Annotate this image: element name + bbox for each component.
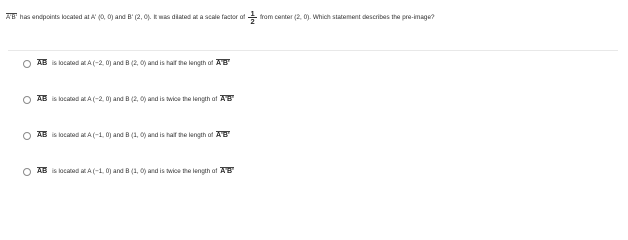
answer-option-3[interactable]	[8, 123, 618, 148]
scale-factor-fraction	[248, 10, 257, 25]
answer-option-2[interactable]	[8, 87, 618, 112]
segment-ab: AB	[37, 96, 48, 104]
answer-option-4[interactable]	[8, 159, 618, 184]
option-text	[37, 131, 230, 141]
question-text-part-1: has endpoints located at A' (0, 0) and B' (2, 0). It was dilated at a scale factor of	[20, 13, 246, 21]
option-statement: is located at A (−2, 0) and B (2, 0) and is half the length of	[52, 60, 214, 67]
segment-a-prime-b-prime: A'B'	[216, 132, 230, 140]
radio-button-icon[interactable]	[23, 168, 31, 176]
question-stem	[6, 10, 622, 25]
segment-a-prime-b-prime: A'B'	[6, 14, 18, 22]
option-text	[37, 167, 234, 177]
segment-ab: AB	[37, 132, 48, 140]
segment-a-prime-b-prime: A'B'	[220, 168, 234, 176]
radio-button-icon[interactable]	[23, 96, 31, 104]
segment-ab: AB	[37, 60, 48, 68]
scale-factor-denominator: 2	[250, 17, 255, 26]
answer-option-1[interactable]	[8, 50, 618, 76]
answer-options	[8, 50, 618, 195]
segment-a-prime-b-prime: A'B'	[220, 96, 234, 104]
option-statement: is located at A (−2, 0) and B (2, 0) and is twice the length of	[52, 96, 218, 103]
radio-button-icon[interactable]	[23, 132, 31, 140]
option-text	[37, 59, 230, 69]
option-statement: is located at A (−1, 0) and B (1, 0) and is half the length of	[52, 132, 214, 139]
radio-button-icon[interactable]	[23, 60, 31, 68]
segment-a-prime-b-prime: A'B'	[216, 60, 230, 68]
scale-factor-numerator: 1	[250, 9, 255, 18]
question-text-part-2: from center (2, 0). Which statement describes the pre-image?	[260, 13, 435, 21]
option-text	[37, 95, 234, 105]
segment-ab: AB	[37, 168, 48, 176]
option-statement: is located at A (−1, 0) and B (1, 0) and is twice the length of	[52, 168, 218, 175]
